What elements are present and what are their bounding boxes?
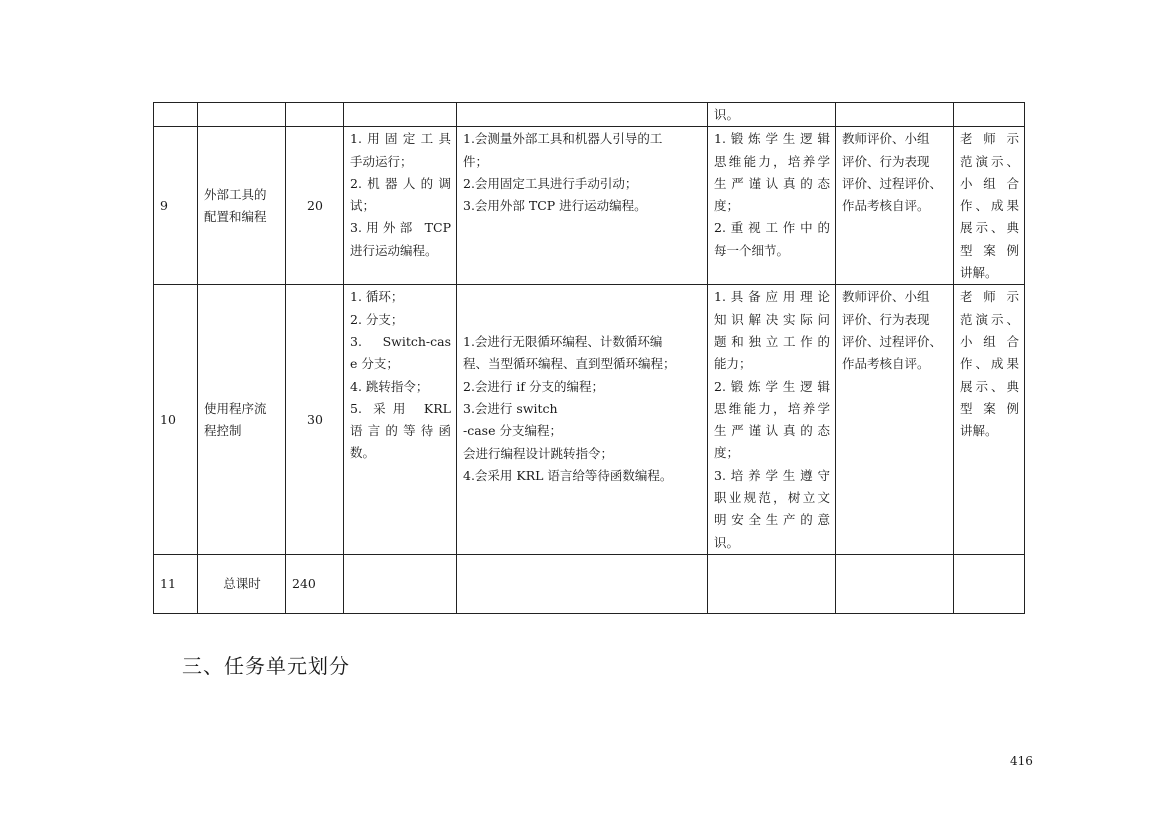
cell-line: 语言的等待函 — [350, 423, 451, 439]
cell-line: 教师评价、小组 — [842, 131, 930, 147]
cell-method — [954, 285, 1025, 555]
cell-line: 教师评价、小组 — [842, 289, 930, 305]
cell-line: 范演示、 — [960, 311, 1019, 327]
cell-name — [198, 285, 286, 555]
cell-no: 11 — [154, 554, 198, 613]
cell-content — [344, 554, 457, 613]
cell-line: 讲解。 — [960, 423, 998, 439]
cell-line: 生严谨认真的态 — [714, 423, 830, 439]
cell-line: 进行运动编程。 — [350, 242, 438, 258]
cell-hours: 240 — [286, 554, 344, 613]
cell-line: 程、当型循环编程、直到型循环编程； — [463, 356, 676, 372]
page-number: 416 — [1010, 754, 1033, 768]
cell-quality — [708, 285, 836, 555]
cell-line: 1.用固定工具 — [350, 131, 451, 147]
cell-requirements — [457, 127, 708, 285]
cell-requirements — [457, 554, 708, 613]
cell-method — [954, 554, 1025, 613]
cell-line: 程控制 — [204, 423, 242, 439]
cell-line: 展示、典 — [960, 378, 1019, 394]
cell-quality — [708, 127, 836, 285]
cell-line: 件； — [463, 153, 489, 169]
cell-line: 2.会进行 if 分支的编程； — [463, 378, 604, 394]
cell-line: 数。 — [350, 445, 376, 461]
cell-quality — [708, 103, 836, 127]
cell-line: 作品考核自评。 — [842, 198, 930, 214]
cell-line: 度； — [714, 445, 740, 461]
cell-line: 作、成果 — [960, 356, 1019, 372]
cell-line: 小组合 — [960, 333, 1019, 349]
cell-line: 知识解决实际问 — [714, 311, 830, 327]
cell-line: 5. 采用 KRL — [350, 400, 451, 416]
cell-line: 2. 分支； — [350, 311, 404, 327]
section-heading: 三、任务单元划分 — [182, 654, 350, 678]
cell-requirements — [457, 103, 708, 127]
cell-line: 题和独立工作的 — [714, 333, 830, 349]
cell-method — [954, 127, 1025, 285]
cell-line: 作品考核自评。 — [842, 356, 930, 372]
cell-line: 使用程序流 — [204, 400, 267, 416]
cell-assessment — [836, 554, 954, 613]
curriculum-table — [153, 102, 1025, 614]
cell-line: 识。 — [714, 534, 740, 550]
cell-line: 展示、典 — [960, 220, 1019, 236]
cell-line: 4. 跳转指令； — [350, 378, 429, 394]
cell-line: 评价、过程评价、 — [842, 333, 943, 349]
cell-line: 2.机器人的调 — [350, 175, 451, 191]
cell-hours — [286, 103, 344, 127]
cell-line: 老师示 — [960, 289, 1019, 305]
table-row — [154, 127, 1025, 285]
cell-line: 3.用外部 TCP — [350, 220, 451, 236]
cell-line: 生严谨认真的态 — [714, 175, 830, 191]
cell-name — [198, 127, 286, 285]
cell-content — [344, 285, 457, 555]
table-row — [154, 103, 1025, 127]
cell-hours: 20 — [286, 127, 344, 285]
cell-line: 思维能力，培养学 — [714, 400, 830, 416]
cell-content — [344, 103, 457, 127]
cell-hours: 30 — [286, 285, 344, 555]
cell-line: 1.会测量外部工具和机器人引导的工 — [463, 131, 663, 147]
cell-line: 1.具备应用理论 — [714, 289, 830, 305]
cell-line: e 分支； — [350, 356, 399, 372]
cell-line: 思维能力，培养学 — [714, 153, 830, 169]
cell-line: 手动运行； — [350, 153, 413, 169]
cell-no: 10 — [154, 285, 198, 555]
cell-line: 能力； — [714, 356, 752, 372]
cell-assessment — [836, 285, 954, 555]
cell-line: 会进行编程设计跳转指令； — [463, 445, 614, 461]
cell-quality — [708, 554, 836, 613]
cell-line: 评价、行为表现 — [842, 311, 930, 327]
cell-line: 3. Switch-cas — [350, 333, 451, 349]
cell-requirements — [457, 285, 708, 555]
cell-line: 试； — [350, 198, 376, 214]
cell-line: 4.会采用 KRL 语言给等待函数编程。 — [463, 467, 673, 483]
cell-line: 老师示 — [960, 131, 1019, 147]
cell-line: 每一个细节。 — [714, 242, 790, 258]
cell-name — [198, 554, 286, 613]
cell-line: 1.锻炼学生逻辑 — [714, 131, 830, 147]
cell-no — [154, 103, 198, 127]
cell-line: 作、成果 — [960, 198, 1019, 214]
cell-method — [954, 103, 1025, 127]
cell-line: 型案例 — [960, 242, 1019, 258]
cell-line: 型案例 — [960, 400, 1019, 416]
cell-line: -case 分支编程； — [463, 423, 562, 439]
cell-line: 3.会进行 switch — [463, 401, 558, 416]
cell-line: 讲解。 — [960, 265, 998, 281]
cell-line: 识。 — [714, 107, 740, 122]
cell-no: 9 — [154, 127, 198, 285]
table-row — [154, 554, 1025, 613]
cell-line: 1. 循环； — [350, 289, 404, 305]
cell-line: 外部工具的 — [204, 187, 267, 203]
cell-line: 总课时 — [223, 576, 261, 592]
cell-line: 小组合 — [960, 175, 1019, 191]
cell-assessment — [836, 103, 954, 127]
cell-line: 3.会用外部 TCP 进行运动编程。 — [463, 198, 647, 214]
cell-line: 度； — [714, 198, 740, 214]
cell-line: 明安全生产的意 — [714, 512, 830, 528]
cell-line: 3.培养学生遵守 — [714, 467, 830, 483]
cell-content — [344, 127, 457, 285]
cell-assessment — [836, 127, 954, 285]
cell-name — [198, 103, 286, 127]
cell-line: 2.重视工作中的 — [714, 220, 830, 236]
cell-line: 评价、过程评价、 — [842, 175, 943, 191]
cell-line: 1.会进行无限循环编程、计数循环编 — [463, 334, 663, 350]
cell-line: 2.会用固定工具进行手动引动； — [463, 175, 638, 191]
cell-line: 配置和编程 — [204, 209, 267, 225]
cell-line: 职业规范，树立文 — [714, 490, 830, 506]
table-row — [154, 285, 1025, 555]
cell-line: 范演示、 — [960, 153, 1019, 169]
cell-line: 评价、行为表现 — [842, 153, 930, 169]
cell-line: 2.锻炼学生逻辑 — [714, 378, 830, 394]
